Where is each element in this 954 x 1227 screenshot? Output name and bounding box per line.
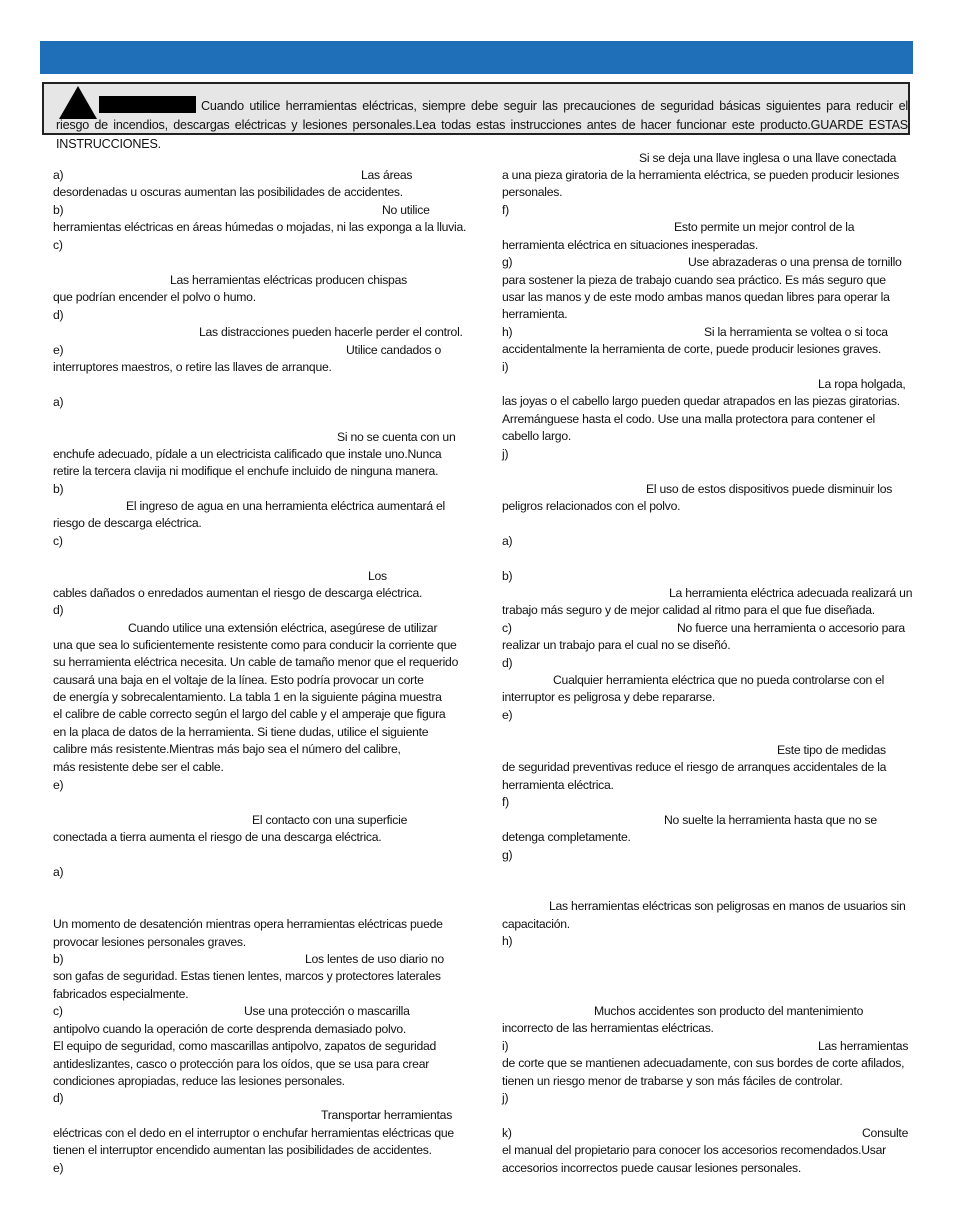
text-line: eléctricas con el dedo en el interruptor o enchufar herramientas eléctricas que	[53, 1126, 454, 1140]
text-line: trabajo más seguro y de mejor calidad al ritmo para el que fue diseñada.	[502, 603, 875, 617]
text-line: j)	[502, 1091, 509, 1105]
text-line: e)	[53, 778, 64, 792]
text-line: c)	[53, 534, 63, 548]
text-line: peligros relacionados con el polvo.	[502, 499, 681, 513]
text-line: Este tipo de medidas	[777, 743, 886, 757]
text-line: El uso de estos dispositivos puede disminuir los	[646, 482, 893, 496]
text-line: Cuando utilice una extensión eléctrica, asegúrese de utilizar	[128, 621, 438, 635]
text-line: herramientas eléctricas en áreas húmedas o mojadas, ni las exponga a la lluvia.	[53, 220, 467, 234]
text-line: Consulte	[862, 1126, 909, 1140]
text-line: a)	[53, 395, 64, 409]
text-line: fabricados especialmente.	[53, 987, 189, 1001]
text-line: cabello largo.	[502, 429, 571, 443]
text-line: retire la tercera clavija ni modifique el enchufe incluido de ninguna manera.	[53, 464, 439, 478]
text-line: i)	[502, 360, 509, 374]
text-line: d)	[502, 656, 513, 670]
text-line: f)	[502, 203, 509, 217]
text-line: Un momento de desatención mientras opera herramientas eléctricas puede	[53, 917, 443, 931]
text-line: son gafas de seguridad. Estas tienen lentes, marcos y protectores laterales	[53, 969, 441, 983]
text-line: Los lentes de uso diario no	[305, 952, 444, 966]
text-line: No fuerce una herramienta o accesorio para	[677, 621, 905, 635]
text-line: b)	[502, 569, 513, 583]
text-line: personales.	[502, 185, 563, 199]
text-line: La ropa holgada,	[818, 377, 906, 391]
text-line: que podrían encender el polvo o humo.	[53, 290, 256, 304]
text-line: de energía y sobrecalentamiento. La tabla 1 en la siguiente página muestra	[53, 690, 442, 704]
text-line: tienen el interruptor encendido aumentan las posibilidades de accidentes.	[53, 1143, 432, 1157]
text-line: Las herramientas	[818, 1039, 909, 1053]
text-line: realizar un trabajo para el cual no se diseñó.	[502, 638, 731, 652]
text-line: desordenadas u oscuras aumentan las posibilidades de accidentes.	[53, 185, 403, 199]
text-line: el manual del propietario para conocer los accesorios recomendados.Usar	[502, 1143, 886, 1157]
text-line: j)	[502, 447, 509, 461]
text-line: La herramienta eléctrica adecuada realizará un	[669, 586, 913, 600]
text-line: e)	[53, 1161, 64, 1175]
text-line: d)	[53, 1091, 64, 1105]
text-line: a)	[502, 534, 513, 548]
text-line: las joyas o el cabello largo pueden quedar atrapados en las piezas giratorias.	[502, 394, 900, 408]
text-line: interruptores maestros, o retire las llaves de arranque.	[53, 360, 332, 374]
text-line: c)	[502, 621, 512, 635]
text-line: Muchos accidentes son producto del mantenimiento	[594, 1004, 864, 1018]
text-line: Si no se cuenta con un	[337, 430, 456, 444]
text-line: más resistente debe ser el cable.	[53, 760, 224, 774]
text-line: detenga completamente.	[502, 830, 631, 844]
text-line: conectada a tierra aumenta el riesgo de una descarga eléctrica.	[53, 830, 382, 844]
text-line: c)	[53, 238, 63, 252]
text-line: antideslizantes, casco o protección para los oídos, que se usa para crear	[53, 1057, 430, 1071]
text-line: c)	[53, 1004, 63, 1018]
text-line: incorrecto de las herramientas eléctricas.	[502, 1021, 714, 1035]
header-bar	[40, 41, 913, 74]
text-line: b)	[53, 203, 64, 217]
text-line: en la placa de datos de la herramienta. Si tiene dudas, utilice el siguiente	[53, 725, 429, 739]
text-line: Use una protección o mascarilla	[244, 1004, 410, 1018]
text-line: cables dañados o enredados aumentan el riesgo de descarga eléctrica.	[53, 586, 423, 600]
text-line: El equipo de seguridad, como mascarillas antipolvo, zapatos de seguridad	[53, 1039, 437, 1053]
text-line: Las áreas	[361, 168, 413, 182]
text-line: Utilice candados o	[346, 343, 442, 357]
text-line: d)	[53, 603, 64, 617]
text-line: interruptor es peligrosa y debe repararse.	[502, 690, 716, 704]
text-line: Las herramientas eléctricas producen chispas	[170, 273, 407, 287]
text-line: b)	[53, 952, 64, 966]
text-line: i)	[502, 1039, 509, 1053]
text-line: El contacto con una superficie	[252, 813, 408, 827]
text-line: d)	[53, 308, 64, 322]
warning-box	[42, 82, 910, 151]
text-line: Los	[368, 569, 387, 583]
text-line: No suelte la herramienta hasta que no se	[664, 813, 877, 827]
text-line: a una pieza giratoria de la herramienta eléctrica, se pueden producir lesiones	[502, 168, 900, 182]
text-line: e)	[502, 708, 513, 722]
text-line: g)	[502, 848, 513, 862]
text-line: b)	[53, 482, 64, 496]
text-line: herramienta eléctrica.	[502, 778, 614, 792]
text-line: accidentalmente la herramienta de corte, puede producir lesiones graves.	[502, 342, 881, 356]
text-line: Arremánguese hasta el codo. Use una malla protectora para contener el	[502, 412, 875, 426]
text-line: antipolvo cuando la operación de corte desprenda demasiado polvo.	[53, 1022, 407, 1036]
text-line: su herramienta eléctrica necesita. Un cable de tamaño menor que el requerido	[53, 655, 459, 669]
text-line: provocar lesiones personales graves.	[53, 935, 246, 949]
warning-text: Cuando utilice herramientas eléctricas, siempre debe seguir las precauciones de seguridad básicas siguientes para reducir el riesgo de incendios, descargas eléctricas y lesiones personales.Lea todas estas instrucciones antes de hacer funcionar este producto.GUARDE ESTAS INSTRUCCIONES.	[56, 99, 908, 151]
text-line: condiciones apropiadas, reduce las lesiones personales.	[53, 1074, 345, 1088]
text-line: herramienta eléctrica en situaciones inesperadas.	[502, 238, 759, 252]
text-line: una que sea lo suficientemente resistente como para conducir la corriente que	[53, 638, 457, 652]
text-line: calibre más resistente.Mientras más bajo sea el número del calibre,	[53, 742, 401, 756]
text-line: Si se deja una llave inglesa o una llave conectada	[639, 151, 897, 165]
text-line: Esto permite un mejor control de la	[674, 220, 855, 234]
text-line: capacitación.	[502, 917, 570, 931]
text-line: de seguridad preventivas reduce el riesgo de arranques accidentales de la	[502, 760, 887, 774]
text-line: el calibre de cable correcto según el largo del cable y el amperaje que figura	[53, 707, 446, 721]
text-line: enchufe adecuado, pídale a un electricista calificado que instale uno.Nunca	[53, 447, 442, 461]
text-line: Use abrazaderas o una prensa de tornillo	[688, 255, 902, 269]
text-line: El ingreso de agua en una herramienta eléctrica aumentará el	[126, 499, 446, 513]
text-line: Si la herramienta se voltea o si toca	[704, 325, 888, 339]
text-line: Las distracciones pueden hacerle perder el control.	[199, 325, 463, 339]
text-line: Cualquier herramienta eléctrica que no pueda controlarse con el	[553, 673, 885, 687]
text-line: g)	[502, 255, 513, 269]
text-line: Transportar herramientas	[321, 1108, 453, 1122]
text-line: k)	[502, 1126, 512, 1140]
text-line: usar las manos y de este modo ambas manos quedan libres para operar la	[502, 290, 890, 304]
text-line: f)	[502, 795, 509, 809]
text-line: de corte que se mantienen adecuadamente, con sus bordes de corte afilados,	[502, 1056, 905, 1070]
text-line: h)	[502, 325, 513, 339]
text-line: No utilice	[382, 203, 430, 217]
text-line: riesgo de descarga eléctrica.	[53, 516, 202, 530]
text-line: h)	[502, 934, 513, 948]
text-line: causará una baja en el voltaje de la línea. Esto podría provocar un corte	[53, 673, 424, 687]
text-line: accesorios incorrectos puede causar lesiones personales.	[502, 1161, 801, 1175]
text-line: a)	[53, 865, 64, 879]
text-line: tienen un riesgo menor de trabarse y son más fáciles de controlar.	[502, 1074, 843, 1088]
text-line: Las herramientas eléctricas son peligrosas en manos de usuarios sin	[549, 899, 906, 913]
text-line: a)	[53, 168, 64, 182]
text-line: herramienta.	[502, 307, 568, 321]
text-line: para sostener la pieza de trabajo cuando sea práctico. Es más seguro que	[502, 273, 886, 287]
text-line: e)	[53, 343, 64, 357]
